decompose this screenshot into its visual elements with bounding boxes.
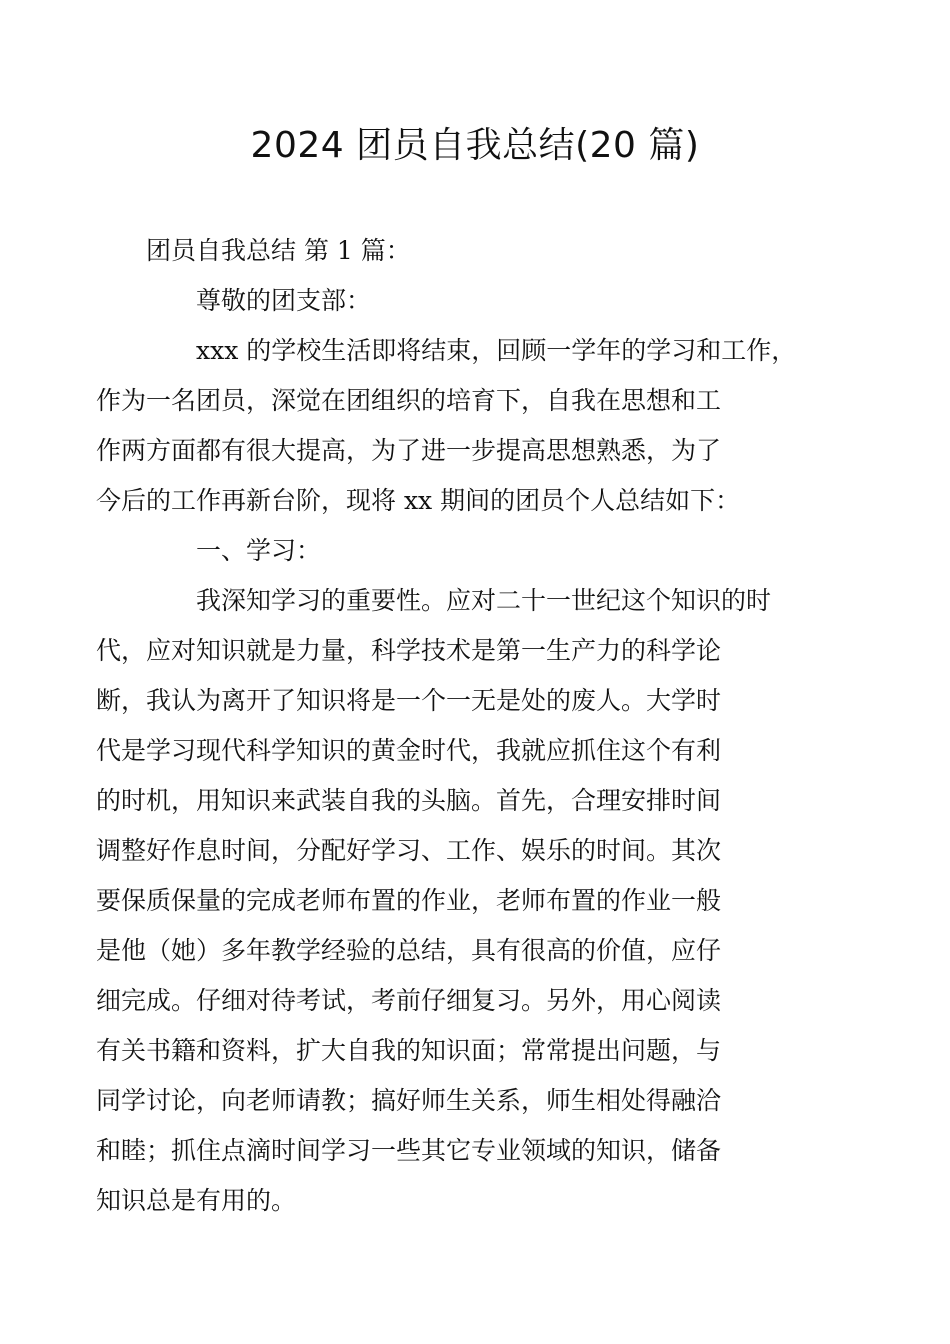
section-heading: 团员自我总结 第 1 篇：	[146, 236, 411, 265]
paragraph-line: 作为一名团员，深觉在团组织的培育下，自我在思想和工	[96, 386, 722, 415]
paragraph-line: 调整好作息时间，分配好学习、工作、娱乐的时间。其次	[96, 836, 722, 865]
paragraph-study	[96, 576, 806, 1226]
paragraph-line: 代是学习现代科学知识的黄金时代，我就应抓住这个有利	[96, 736, 722, 765]
paragraph-line: 的时机，用知识来武装自我的头脑。首先，合理安排时间	[96, 786, 722, 815]
paragraph-line: 细完成。仔细对待考试，考前仔细复习。另外，用心阅读	[96, 986, 722, 1015]
paragraph-line: xxx 的学校生活即将结束，回顾一学年的学习和工作，	[196, 336, 797, 365]
paragraph-line: 同学讨论，向老师请教；搞好师生关系，师生相处得融洽	[96, 1086, 722, 1115]
paragraph-line: 要保质保量的完成老师布置的作业，老师布置的作业一般	[96, 886, 722, 915]
paragraph-line: 有关书籍和资料，扩大自我的知识面；常常提出问题，与	[96, 1036, 722, 1065]
paragraph-intro	[96, 326, 806, 526]
paragraph-line: 是他（她）多年教学经验的总结，具有很高的价值，应仔	[96, 936, 722, 965]
salutation: 尊敬的团支部：	[196, 286, 372, 315]
subheading-study: 一、学习：	[196, 536, 322, 565]
document-body	[96, 226, 806, 1226]
paragraph-line: 今后的工作再新台阶，现将 xx 期间的团员个人总结如下：	[96, 486, 741, 515]
paragraph-line: 知识总是有用的。	[96, 1186, 297, 1215]
paragraph-line: 代，应对知识就是力量，科学技术是第一生产力的科学论	[96, 636, 722, 665]
paragraph-line: 和睦；抓住点滴时间学习一些其它专业领域的知识，储备	[96, 1136, 722, 1165]
paragraph-line: 我深知学习的重要性。应对二十一世纪这个知识的时	[196, 586, 772, 615]
document-title: 2024 团员自我总结(20 篇)	[250, 125, 700, 166]
paragraph-line: 断，我认为离开了知识将是一个一无是处的废人。大学时	[96, 686, 722, 715]
paragraph-line: 作两方面都有很大提高，为了进一步提高思想熟悉，为了	[96, 436, 722, 465]
